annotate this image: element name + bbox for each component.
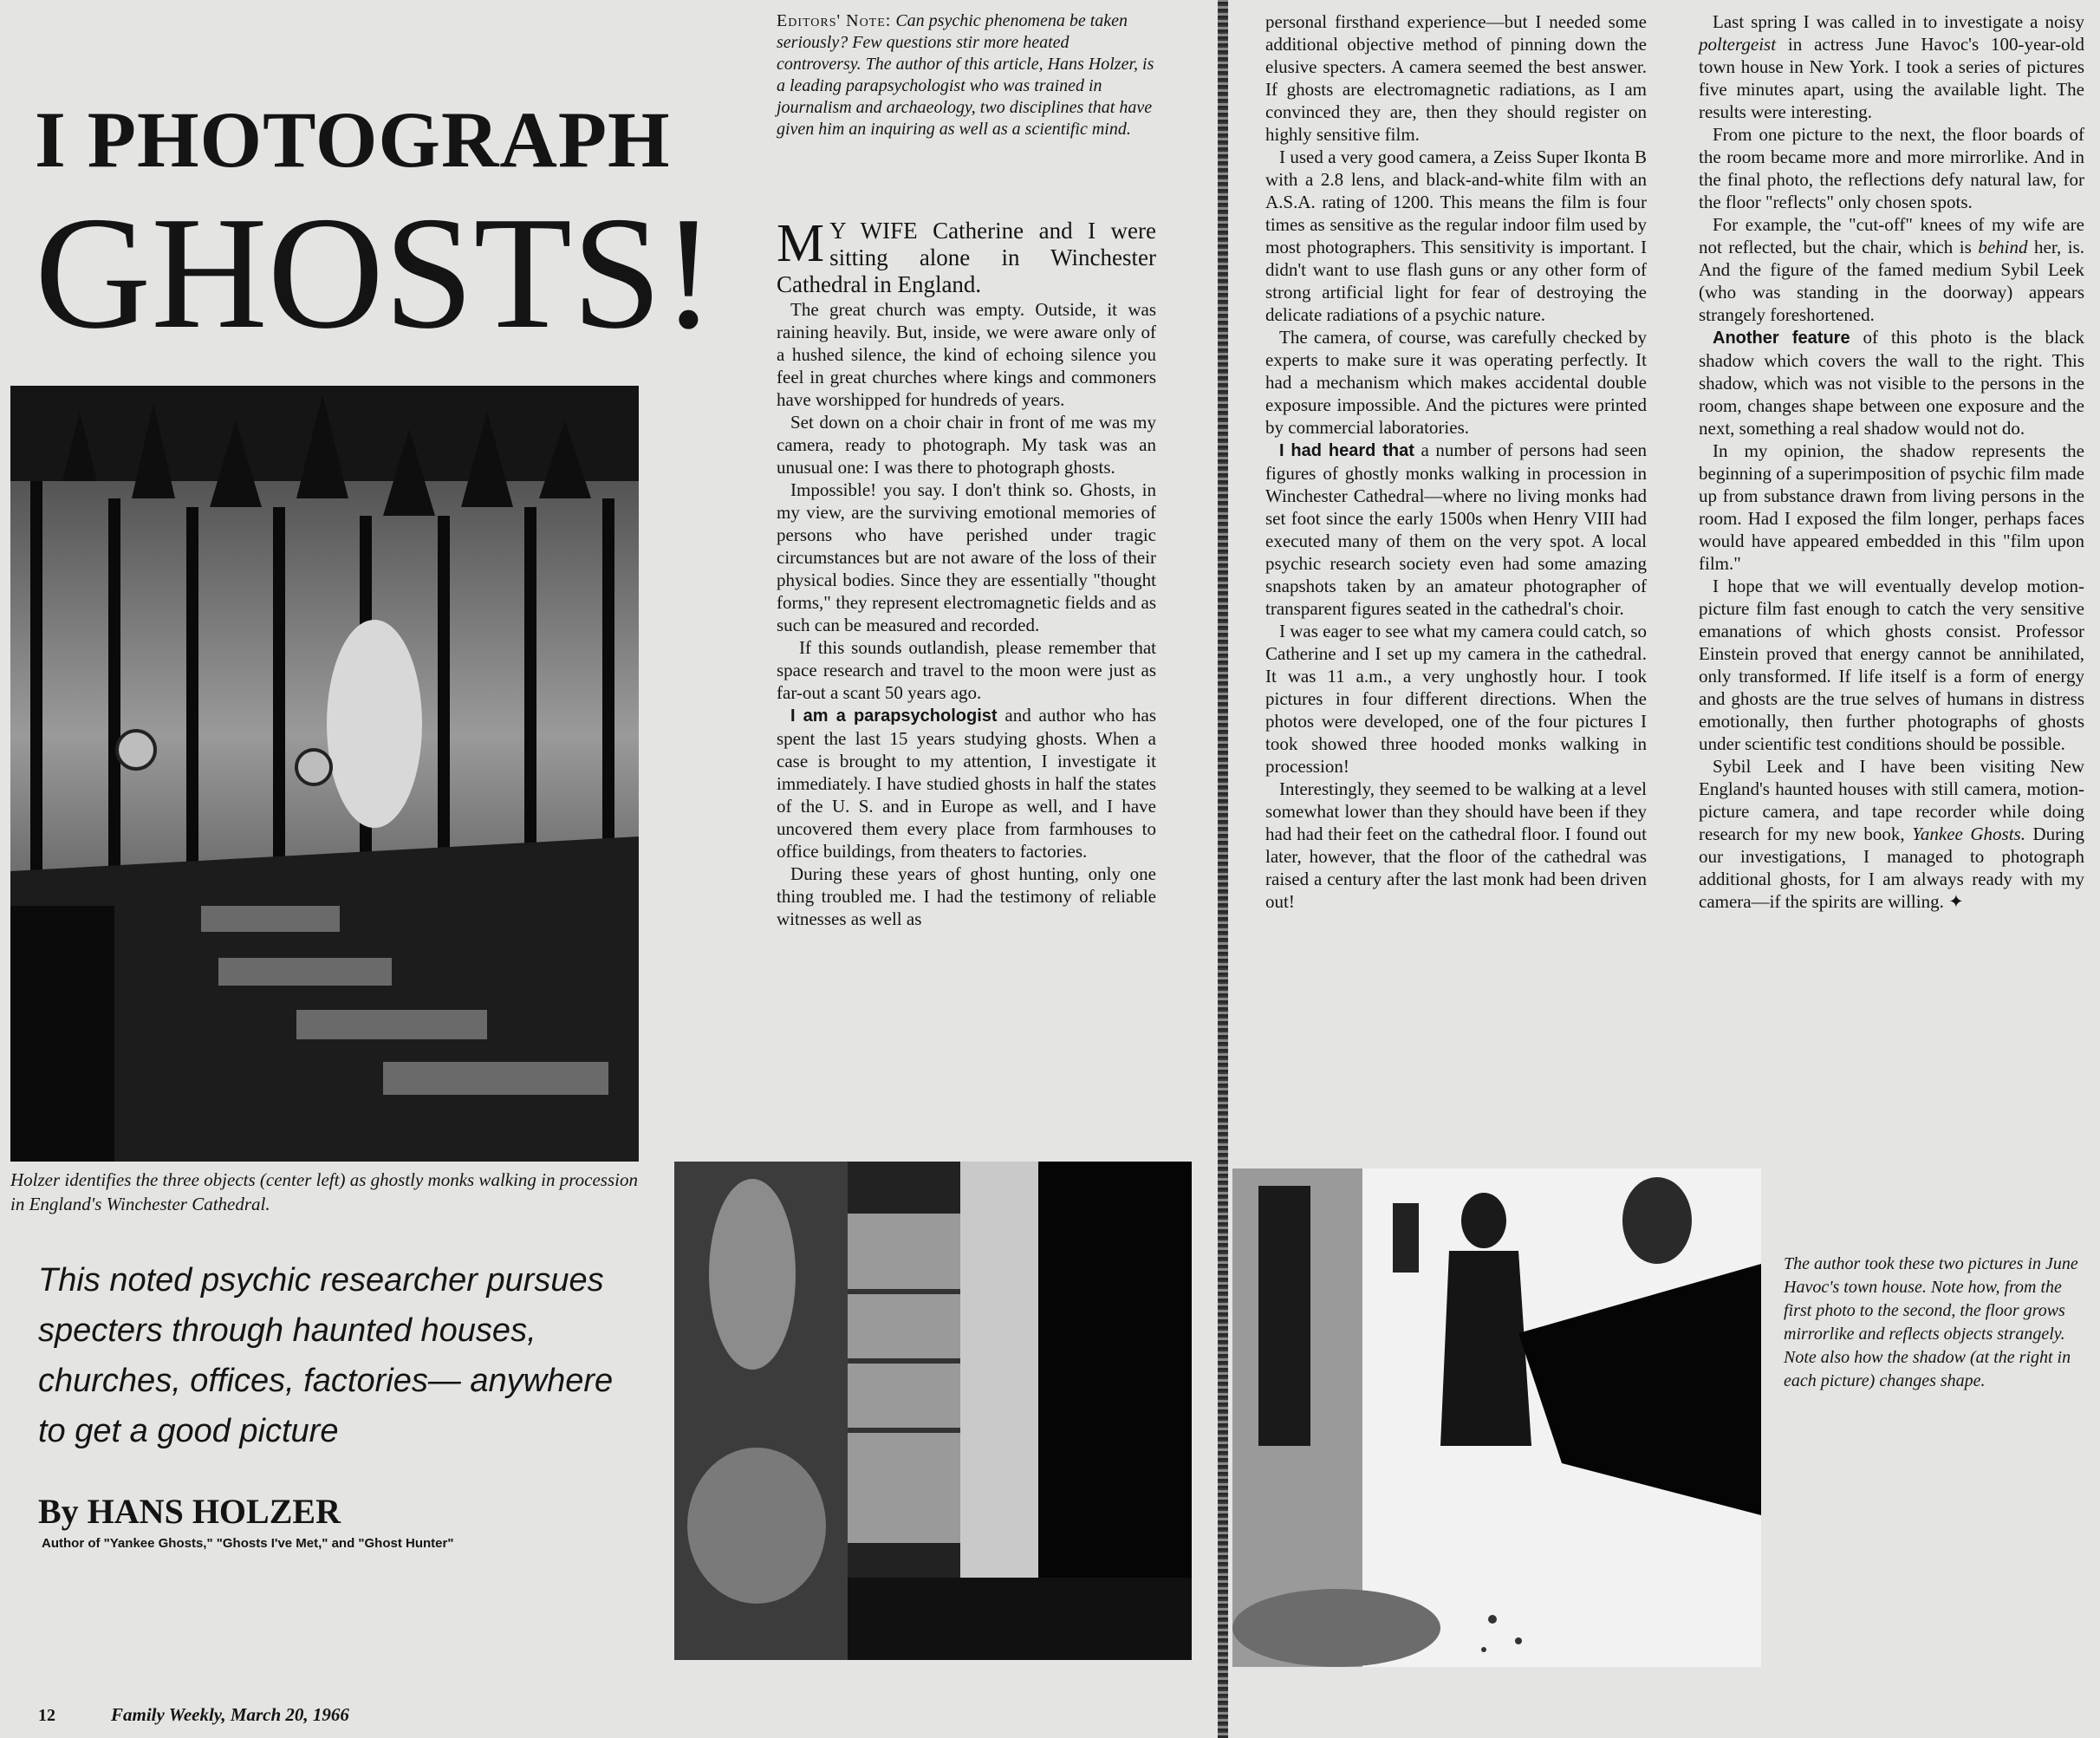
- editors-note-label: Editors' Note:: [777, 11, 892, 30]
- paragraph: For example, the "cut-off" knees of my wife are not reflected, but the chair, which is behind her, is. And the figure of the famed medium Sybil Leek (who was standing in the doorway) appears strangely foreshortened.: [1699, 214, 2084, 325]
- paragraph: personal firsthand experience—but I needed some additional objective method of pinning down the elusive specters. A camera seemed the best answer. If ghosts are electromagnetic radiations, as I am convinced they are, then they should register on highly sensitive film.: [1265, 11, 1647, 145]
- paragraph: I was eager to see what my camera could catch, so Catherine and I set up my camera in the cathedral. It was 11 a.m., a very unghostly hour. I took pictures in four different directions. When the photos were developed, one of the four pictures I took showed three hooded monks walking in procession!: [1265, 621, 1647, 777]
- paragraph: From one picture to the next, the floor boards of the room became more and more mirrorlike. And in the final photo, the reflections defy natural law, for the floor "reflects" only chosen spots.: [1699, 124, 2084, 212]
- paragraph: Set down on a choir chair in front of me was my camera, ready to photograph. My task was an unusual one: I was there to photograph ghosts.: [777, 412, 1156, 478]
- havoc-photo-2: [1232, 1168, 1761, 1667]
- paragraph: The camera, of course, was carefully checked by experts to make sure it was operating perfectly. It had a mechanism which makes accidental double exposure impossible. And the pictures were printed by commercial laboratories.: [1265, 327, 1647, 438]
- masthead-dateline: Family Weekly, March 20, 1966: [111, 1704, 349, 1725]
- headline-line2: GHOSTS!: [35, 184, 716, 362]
- paragraph: In my opinion, the shadow represents the beginning of a superimposition of psychic film made up from substance drawn from living persons in the room. Had I exposed the film longer, perhaps faces would have appeared embedded in this "film upon film.": [1699, 440, 2084, 574]
- paragraph: Impossible! you say. I don't think so. Ghosts, in my view, are the surviving emotional memories of persons who have perished under tragic circumstances but are not aware of the loss of their physical bodies. Since they are essentially "thought forms," they represent electromagnetic fields and as such can be measured and recorded.: [777, 479, 1156, 635]
- paragraph: The great church was empty. Outside, it was raining heavily. But, inside, we were aware only of a hushed silence, the kind of echoing silence you feel in great churches where kings and commoners have worshipped for hundreds of years.: [777, 299, 1156, 410]
- paragraph: If this sounds outlandish, please remember that space research and travel to the moon were just as far-out a scant 50 years ago.: [777, 637, 1156, 703]
- byline: By HANS HOLZER: [38, 1492, 341, 1531]
- headline-line1: I PHOTOGRAPH: [35, 95, 671, 184]
- page-gutter: [1218, 0, 1228, 1738]
- paragraph: I hope that we will eventually develop motion-picture film fast enough to catch the very sensitive emanations of which ghosts consist. Professor Einstein proved that energy cannot be annihilated, only transformed. If life itself is a form of energy and ghosts are the true selves of humans in distress emotionally, then further photographs of ghosts under scientific test conditions should be possible.: [1699, 576, 2084, 754]
- havoc-caption: The author took these two pictures in June Havoc's town house. Note how, from the first photo to the second, the floor grows mirrorlike and reflects objects strangely. Note also how the shadow (at the right in each picture) changes shape.: [1784, 1254, 2078, 1390]
- paragraph: I had heard that a number of persons had seen figures of ghostly monks walking in procession in Winchester Cathedral—where no living monks had set foot since the early 1500s when Henry VIII had executed many of them on the very spot. A local psychic research society even had some amazing snapshots taken by an amateur photographer of transparent figures seated in the cathedral's choir.: [1265, 439, 1648, 619]
- paragraph: Interestingly, they seemed to be walking at a level somewhat lower than they should have been if they had had their feet on the cathedral floor. I found out later, however, that the floor of the cathedral was raised a century after the last monk had been driven out!: [1265, 778, 1647, 912]
- paragraph: Another feature of this photo is the black shadow which covers the wall to the right. This shadow, which was not visible to the persons in the room, changes shape between one exposure and the next, something a real shadow would not do.: [1699, 327, 2085, 439]
- article-column-1: [777, 212, 1156, 930]
- end-mark: ✦: [1948, 891, 1964, 912]
- editors-note: [777, 10, 1158, 140]
- run-in-heading: I am a parapsychologist: [790, 706, 998, 726]
- article-column-3: [1699, 10, 2084, 913]
- paragraph: I am a parapsychologist and author who has spent the last 15 years studying ghosts. When a case is brought to my attention, I investigate it immediately. I have studied ghosts in half the states of the U. S. and in Europe as well, and I have uncovered them every place from farmhouses to office buildings, from theaters to factories.: [777, 705, 1156, 862]
- cathedral-photo: [10, 386, 639, 1162]
- page-number: 12: [38, 1706, 55, 1725]
- paragraph: During these years of ghost hunting, only one thing troubled me. I had the testimony of reliable witnesses as well as: [777, 863, 1156, 929]
- run-in-heading: Another feature: [1713, 329, 1850, 348]
- editors-note-text: Can psychic phenomena be taken seriously? Few questions stir more heated controversy. The author of this article, Hans Holzer, is a leading parapsychologist who was trained in journalism and archaeology, two disciplines that have given him an inquiring as well as a scientific mind.: [777, 11, 1154, 139]
- paragraph: Sybil Leek and I have been visiting New England's haunted houses with still camera, motion-picture camera, and tape recorder while doing research for my new book, Yankee Ghosts. During our investigations, I managed to photograph additional ghosts, for I am always ready with my camera—if the spirits are willing. ✦: [1699, 756, 2085, 912]
- article-column-2: [1265, 10, 1647, 913]
- byline-credits: Author of "Yankee Ghosts," "Ghosts I've Met," and "Ghost Hunter": [42, 1536, 454, 1551]
- drop-cap: M: [777, 214, 825, 273]
- lead-paragraph: M Y WIFE Catherine and I were sitting alone in Winchester Cathedral in England.: [777, 214, 1157, 297]
- article-deck: This noted psychic researcher pursues specters through haunted houses, churches, offices, factories— anywhere to get a good picture: [38, 1262, 614, 1449]
- cathedral-caption: Holzer identifies the three objects (center left) as ghostly monks walking in procession in England's Winchester Cathedral.: [10, 1169, 638, 1214]
- run-in-heading: I had heard that: [1279, 441, 1414, 460]
- paragraph: I used a very good camera, a Zeiss Super Ikonta B with a 2.8 lens, and black-and-white film with an A.S.A. rating of 1200. This means the film is four times as sensitive as the regular indoor film used by most photographers. This sensitivity is important. I didn't want to use flash guns or any other form of strong artificial light for fear of destroying the delicate radiations of a psychic nature.: [1265, 146, 1647, 325]
- havoc-photo-1: [674, 1162, 1192, 1660]
- paragraph: Last spring I was called in to investigate a noisy poltergeist in actress June Havoc's 100-year-old town house in New York. I took a series of pictures five minutes apart, using the available light. The results were interesting.: [1699, 11, 2085, 122]
